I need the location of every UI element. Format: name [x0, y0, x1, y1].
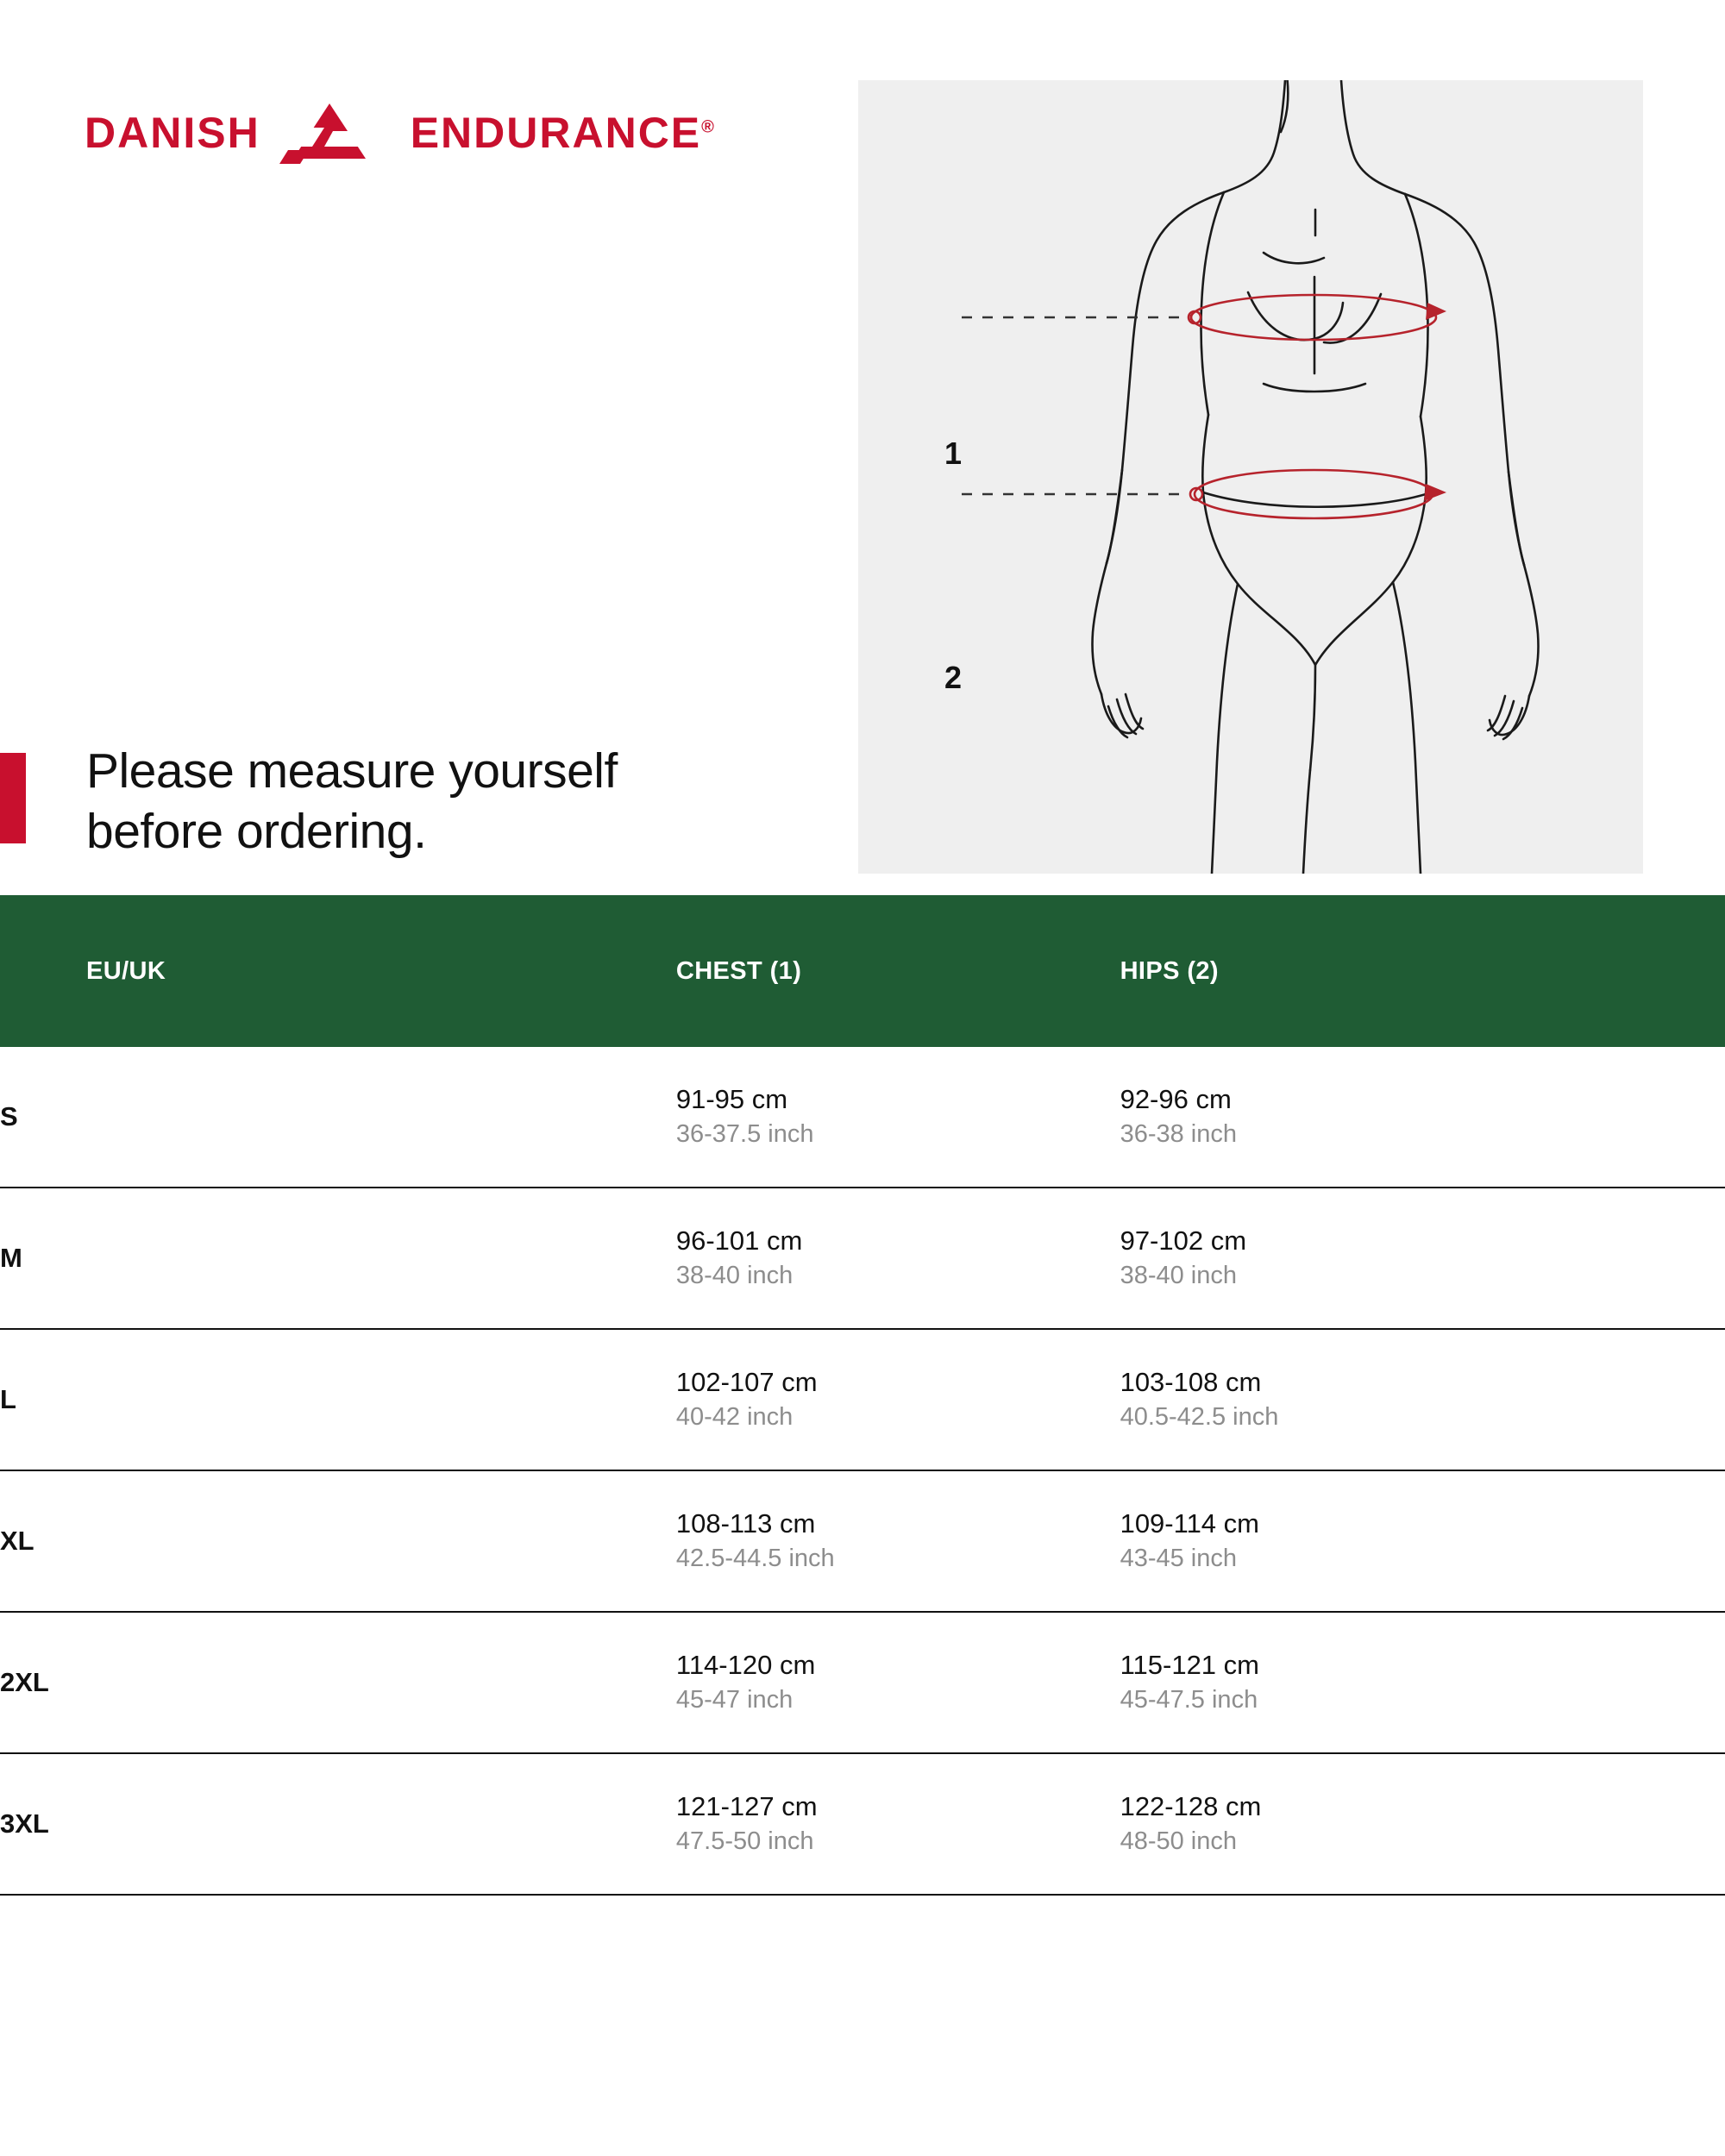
cell-chest	[676, 1753, 1120, 1895]
table-row	[0, 1047, 1725, 1188]
hips-cm: 97-102 cm	[1120, 1225, 1247, 1257]
cell-chest	[676, 1612, 1120, 1753]
chest-cm: 114-120 cm	[675, 1650, 816, 1681]
chest-inch: 36-37.5 inch	[675, 1120, 814, 1149]
header-section	[0, 0, 1725, 897]
cell-hips	[1120, 1612, 1725, 1753]
tagline-line-1: Please measure yourself	[86, 743, 618, 799]
measurement-figure	[858, 80, 1643, 874]
cell-chest	[676, 1188, 1120, 1329]
table-header-row	[0, 895, 1725, 1047]
table-header	[0, 895, 1725, 1047]
brand-name-right	[410, 109, 716, 157]
size-chart-table	[0, 895, 1725, 1896]
hips-cm: 103-108 cm	[1120, 1367, 1262, 1398]
chest-cm: 102-107 cm	[675, 1367, 818, 1398]
chest-cm: 91-95 cm	[675, 1084, 788, 1115]
column-header-hips: HIPS (2)	[1120, 895, 1725, 1047]
chest-cm: 96-101 cm	[675, 1225, 803, 1257]
cell-chest	[676, 1047, 1120, 1188]
cell-hips	[1120, 1329, 1725, 1470]
cell-size: M	[0, 1243, 22, 1273]
table-row	[0, 1329, 1725, 1470]
column-header-chest: CHEST (1)	[676, 895, 1120, 1047]
accent-bar	[0, 753, 26, 843]
hips-inch: 48-50 inch	[1120, 1827, 1238, 1856]
cell-hips	[1120, 1047, 1725, 1188]
hips-inch: 43-45 inch	[1120, 1545, 1238, 1573]
chest-cm: 108-113 cm	[675, 1508, 816, 1539]
tagline-text	[86, 742, 618, 862]
tagline-line-2: before ordering.	[86, 803, 427, 859]
brand-name-left: DANISH	[85, 109, 260, 157]
table-row	[0, 1188, 1725, 1329]
triangle-mountain-logo-icon	[279, 102, 392, 164]
cell-size: 2XL	[0, 1667, 49, 1697]
chest-cm: 121-127 cm	[675, 1791, 818, 1822]
hips-cm: 92-96 cm	[1120, 1084, 1232, 1115]
chest-inch: 42.5-44.5 inch	[675, 1545, 835, 1573]
cell-size: XL	[0, 1526, 34, 1556]
brand-name-right-text: ENDURANCE	[410, 109, 702, 157]
cell-hips	[1120, 1470, 1725, 1612]
callout-label-chest: 1	[944, 436, 963, 471]
hips-cm: 122-128 cm	[1120, 1791, 1262, 1822]
hips-inch: 40.5-42.5 inch	[1120, 1403, 1279, 1432]
cell-size: L	[0, 1384, 16, 1414]
cell-hips	[1120, 1188, 1725, 1329]
column-header-size: EU/UK	[0, 895, 676, 1047]
chest-inch: 47.5-50 inch	[675, 1827, 814, 1856]
table-body	[0, 1047, 1725, 1895]
hips-cm: 109-114 cm	[1120, 1508, 1259, 1539]
chest-inch: 45-47 inch	[675, 1686, 794, 1714]
cell-chest	[676, 1329, 1120, 1470]
cell-hips	[1120, 1753, 1725, 1895]
registered-mark: ®	[701, 117, 716, 137]
chest-inch: 38-40 inch	[675, 1262, 794, 1290]
hips-inch: 36-38 inch	[1120, 1120, 1238, 1149]
brand-logo	[85, 102, 716, 164]
hips-inch: 38-40 inch	[1120, 1262, 1238, 1290]
chest-inch: 40-42 inch	[675, 1403, 794, 1432]
table-row	[0, 1612, 1725, 1753]
table-row	[0, 1470, 1725, 1612]
cell-size: 3XL	[0, 1808, 49, 1839]
tagline-block	[0, 742, 618, 862]
cell-size: S	[0, 1101, 18, 1131]
cell-chest	[676, 1470, 1120, 1612]
callout-label-hips: 2	[944, 660, 963, 695]
hips-inch: 45-47.5 inch	[1120, 1686, 1258, 1714]
hips-cm: 115-121 cm	[1120, 1650, 1259, 1681]
table-row	[0, 1753, 1725, 1895]
